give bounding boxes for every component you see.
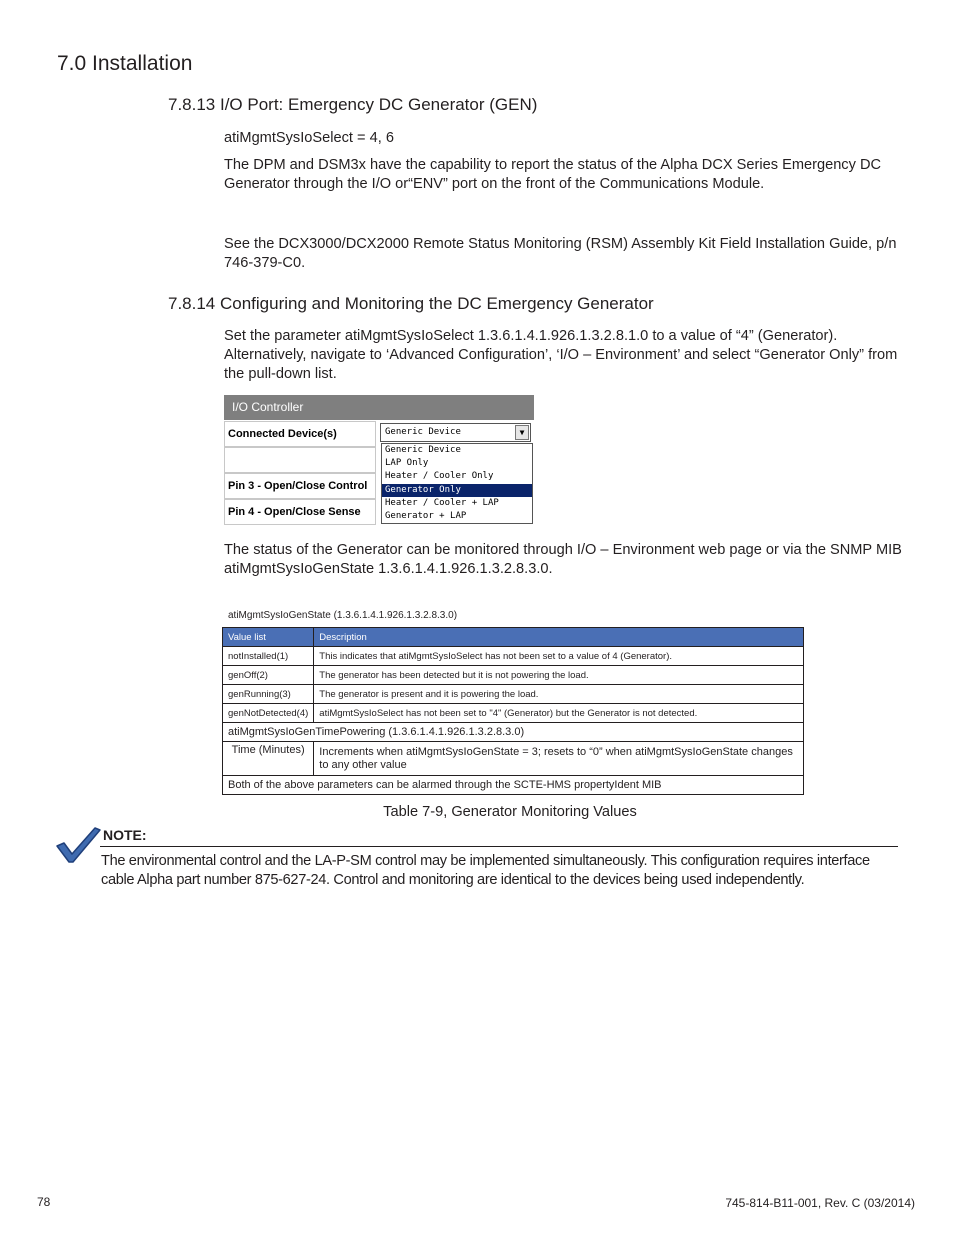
label-empty	[224, 447, 376, 473]
label-pin4: Pin 4 - Open/Close Sense	[224, 499, 376, 525]
table-top-caption: atiMgmtSysIoGenState (1.3.6.1.4.1.926.1.3.2.8.3.0)	[228, 610, 458, 621]
option-generator-lap[interactable]: Generator + LAP	[385, 510, 467, 521]
time-powering-oid: atiMgmtSysIoGenTimePowering (1.3.6.1.4.1.926.1.3.2.8.3.0)	[223, 723, 804, 742]
label-connected-devices: Connected Device(s)	[224, 421, 376, 447]
select-value: Generic Device	[385, 427, 461, 437]
table-row	[223, 776, 804, 795]
connected-device-select[interactable]	[380, 423, 531, 442]
heading-7-8-14: 7.8.14 Configuring and Monitoring the DC Emergency Generator	[168, 294, 654, 313]
header-value-list: Value list	[223, 628, 314, 647]
table-row	[223, 666, 804, 685]
generator-monitoring-table	[222, 627, 804, 795]
row-value: genOff(2)	[223, 666, 314, 685]
label-pin3: Pin 3 - Open/Close Control	[224, 473, 376, 499]
document-id: 745-814-B11-001, Rev. C (03/2014)	[725, 1196, 915, 1210]
header-description: Description	[314, 628, 804, 647]
note-heading: NOTE:	[103, 827, 147, 843]
option-heater-cooler-lap[interactable]: Heater / Cooler + LAP	[385, 497, 499, 508]
table-row	[223, 742, 804, 776]
io-controller-panel	[224, 395, 535, 528]
paragraph-capability: The DPM and DSM3x have the capability to report the status of the Alpha DCX Series Emergency DC Generator through the I/O or“ENV” port on the front of the Communications Module.	[224, 157, 882, 192]
table-row	[223, 704, 804, 723]
table-caption: Table 7-9, Generator Monitoring Values	[383, 804, 637, 820]
table-footer-note: Both of the above parameters can be alarmed through the SCTE-HMS propertyIdent MIB	[223, 776, 804, 795]
chevron-down-icon[interactable]: ▼	[515, 425, 529, 440]
io-controller-title: I/O Controller	[224, 395, 534, 420]
row-description: atiMgmtSysIoSelect has not been set to "4" (Generator) but the Generator is not detected.	[314, 704, 804, 723]
section-title: 7.0 Installation	[57, 52, 193, 75]
table-header-row	[223, 628, 804, 647]
option-lap-only[interactable]: LAP Only	[385, 458, 429, 469]
paragraph-see-guide: See the DCX3000/DCX2000 Remote Status Monitoring (RSM) Assembly Kit Field Installation Guide, p/n 746-379-C0.	[224, 236, 897, 271]
heading-7-8-13: 7.8.13 I/O Port: Emergency DC Generator (GEN)	[168, 95, 538, 114]
note-text: The environmental control and the LA-P-SM control may be implemented simultaneously. This configuration requires interface cable Alpha part number 875-627-24. Control and monitoring are identical to the devices being used independently.	[101, 853, 870, 888]
row-value: notInstalled(1)	[223, 647, 314, 666]
paragraph-status-monitoring: The status of the Generator can be monitored through I/O – Environment web page or via the SNMP MIB atiMgmtSysIoGenState 1.3.6.1.4.1.926.1.3.2.8.3.0.	[224, 542, 902, 577]
device-options-list	[381, 443, 533, 524]
option-heater-cooler-only[interactable]: Heater / Cooler Only	[385, 471, 494, 482]
time-description: Increments when atiMgmtSysIoGenState = 3; resets to “0” when atiMgmtSysIoGenState changes to any other value	[314, 742, 804, 776]
row-description: The generator has been detected but it is not powering the load.	[314, 666, 804, 685]
row-value: genNotDetected(4)	[223, 704, 314, 723]
row-description: The generator is present and it is powering the load.	[314, 685, 804, 704]
table-row	[223, 647, 804, 666]
checkmark-icon	[55, 826, 101, 864]
row-description: This indicates that atiMgmtSysIoSelect has not been set to a value of 4 (Generator).	[314, 647, 804, 666]
io-select-line: atiMgmtSysIoSelect = 4, 6	[224, 130, 394, 146]
table-row	[223, 685, 804, 704]
row-value: genRunning(3)	[223, 685, 314, 704]
note-divider	[100, 846, 898, 847]
time-label: Time (Minutes)	[223, 742, 314, 776]
page-number: 78	[37, 1195, 51, 1209]
option-generator-only[interactable]: Generator Only	[382, 484, 532, 497]
option-generic-device[interactable]: Generic Device	[385, 445, 461, 455]
paragraph-set-parameter: Set the parameter atiMgmtSysIoSelect 1.3.6.1.4.1.926.1.3.2.8.1.0 to a value of “4” (Generator). Alternatively, navigate to ‘Advanced Configuration’, ‘I/O – Environment’ and select “Generator Only” from the pull-down list.	[224, 328, 898, 382]
table-row	[223, 723, 804, 742]
